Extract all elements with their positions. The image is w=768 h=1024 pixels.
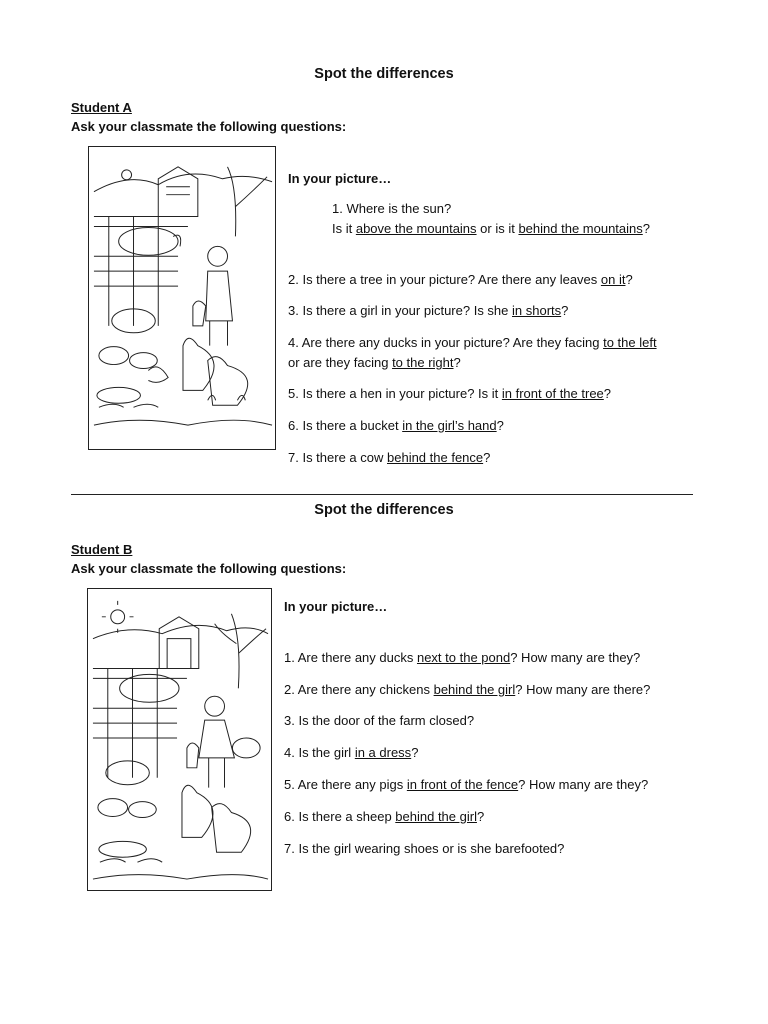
student-b-label: Student B [71,542,133,557]
question-a-3: 3. Is there a girl in your picture? Is she in shorts? [288,303,569,318]
farm-picture-b [87,588,272,891]
section-a-instruction: Ask your classmate the following questions: [71,119,347,134]
question-b-3: 3. Is the door of the farm closed? [284,713,475,728]
section-b-instruction: Ask your classmate the following questions: [71,561,347,576]
question-a-5: 5. Is there a hen in your picture? Is it in front of the tree? [288,386,612,401]
question-b-1: 1. Are there any ducks next to the pond? How many are they? [284,650,641,665]
section-a-title: Spot the differences [314,66,454,82]
question-a-6: 6. Is there a bucket in the girl’s hand? [288,418,504,433]
question-b-5: 5. Are there any pigs in front of the fence? How many are they? [284,777,649,792]
question-b-4: 4. Is the girl in a dress? [284,745,419,760]
question-a-7: 7. Is there a cow behind the fence? [288,450,491,465]
question-a-1: 1. Where is the sun? [332,201,452,216]
question-a-1-choice: Is it above the mountains or is it behind the mountains? [332,221,650,236]
question-b-2: 2. Are there any chickens behind the girl? How many are there? [284,682,651,697]
question-a-4: 4. Are there any ducks in your picture? Are they facing to the left [288,335,657,350]
student-a-label: Student A [71,100,132,115]
farm-illustration-b [88,589,271,890]
question-a-2: 2. Is there a tree in your picture? Are there any leaves on it? [288,272,633,287]
section-divider [71,494,693,495]
question-a-4-continued: or are they facing to the right? [288,355,461,370]
section-b-title: Spot the differences [314,502,454,518]
question-b-6: 6. Is there a sheep behind the girl? [284,809,485,824]
question-b-7: 7. Is the girl wearing shoes or is she barefooted? [284,841,565,856]
farm-picture-a [88,146,276,450]
farm-illustration-a [89,147,275,449]
section-b-intro: In your picture… [284,599,388,614]
section-a-intro: In your picture… [288,171,392,186]
